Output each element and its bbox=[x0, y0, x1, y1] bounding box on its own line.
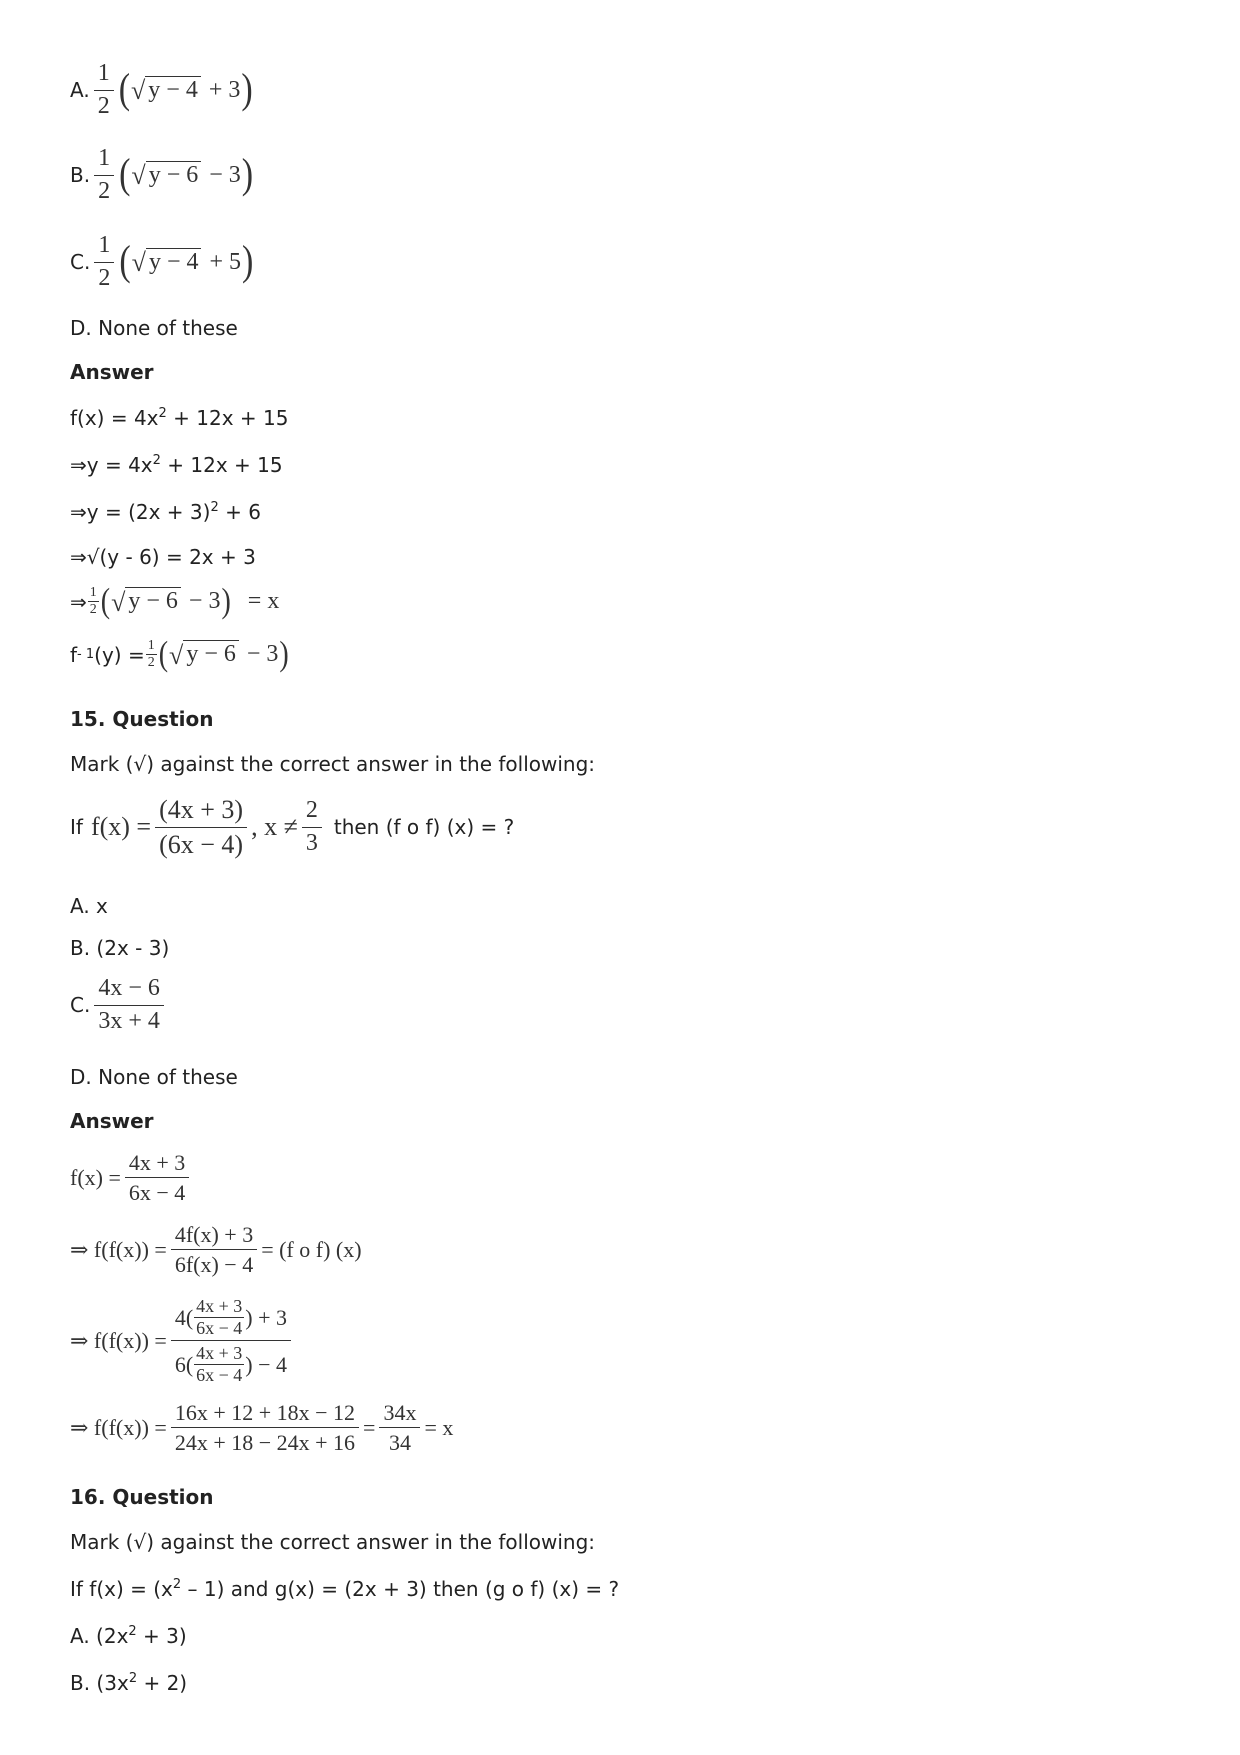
half-fraction: $\frac{1}{2}$ bbox=[94, 232, 114, 292]
option-c: C. $\frac{4x - 6}{3x + 4}$ bbox=[70, 975, 168, 1035]
option-c: C. $\frac{1}{2}$ ( √ y − 4 + 5 ) bbox=[70, 232, 254, 291]
question-instruction: Mark (√) against the correct answer in the following: bbox=[70, 1530, 596, 1554]
answer-heading: Answer bbox=[70, 1109, 154, 1133]
option-a: A. $(2x^2 + 3)$ bbox=[70, 1624, 187, 1648]
answer-heading: Answer bbox=[70, 360, 154, 384]
option-a: A. x bbox=[70, 894, 108, 918]
question-title: 15. Question bbox=[70, 707, 214, 731]
solution-step: ⇒ f(f(x)) = 4( $\frac{4x + 3}{6x - 4}$ ) + 3 6( $\frac{4x + 3}{6x - 4}$ ) − 4 bbox=[70, 1296, 295, 1386]
solution-step: f - 1 (y) = $\frac{1}{2}$ ( √ y − 6 − 3 ) bbox=[70, 634, 289, 674]
option-b: B. (2x - 3) bbox=[70, 936, 170, 960]
square-root: √ y − 6 bbox=[131, 161, 201, 190]
option-d: D. None of these bbox=[70, 316, 238, 340]
option-label: A. bbox=[70, 78, 90, 103]
square-root: √ y − 4 bbox=[132, 248, 202, 277]
option-label: B. bbox=[70, 163, 91, 188]
solution-step: ⇒ $\frac{1}{2}$ ( √ y − 6 − 3 ) = x bbox=[70, 581, 280, 621]
option-d: D. None of these bbox=[70, 1065, 238, 1089]
option-a: A. $\frac{1}{2}$ ( √ y − 4 + 3 ) bbox=[70, 60, 253, 119]
question-stem: If $f(x) = (x^2 - 1)$ and g(x) = (2x + 3) then (g o f) (x) = ? bbox=[70, 1577, 620, 1601]
option-b: B. $\frac{1}{2}$ ( √ y − 6 − 3 ) bbox=[70, 145, 254, 204]
option-label: C. bbox=[70, 250, 91, 275]
solution-step: ⇒ f(f(x)) = $\frac{4f(x) + 3}{6f(x) - 4}$ = (f o f) (x) bbox=[70, 1222, 362, 1278]
half-fraction: $\frac{1}{2}$ bbox=[94, 145, 114, 205]
half-fraction: $\frac{1}{2}$ bbox=[94, 60, 114, 120]
solution-step: $f(x) = 4x^2 + 12x + 15$ bbox=[70, 406, 289, 430]
question-stem: If f(x) = $\frac{(4x + 3)}{(6x - 4)}$ , x ≠ $\frac{2}{3}$ then (f o f) (x) = ? bbox=[70, 795, 515, 859]
square-root: √ y − 4 bbox=[131, 76, 201, 105]
question-instruction: Mark (√) against the correct answer in the following: bbox=[70, 752, 596, 776]
solution-step: f(x) = $\frac{4x + 3}{6x - 4}$ bbox=[70, 1150, 193, 1206]
page bbox=[70, 0, 1170, 1755]
question-title: 16. Question bbox=[70, 1485, 214, 1509]
solution-step: ⇒y = $4x^2 + 12x + 15$ bbox=[70, 453, 283, 477]
solution-step: ⇒ f(f(x)) = $\frac{16x + 12 + 18x - 12}{24x + 18 - 24x + 16}$ = $\frac{34x}{34}$ = x bbox=[70, 1400, 454, 1456]
solution-step: ⇒√(y - 6) = 2x + 3 bbox=[70, 545, 256, 569]
option-b: B. $(3x^2 + 2)$ bbox=[70, 1671, 188, 1695]
solution-step: ⇒y = $(2x + 3)^2 + 6$ bbox=[70, 500, 261, 524]
